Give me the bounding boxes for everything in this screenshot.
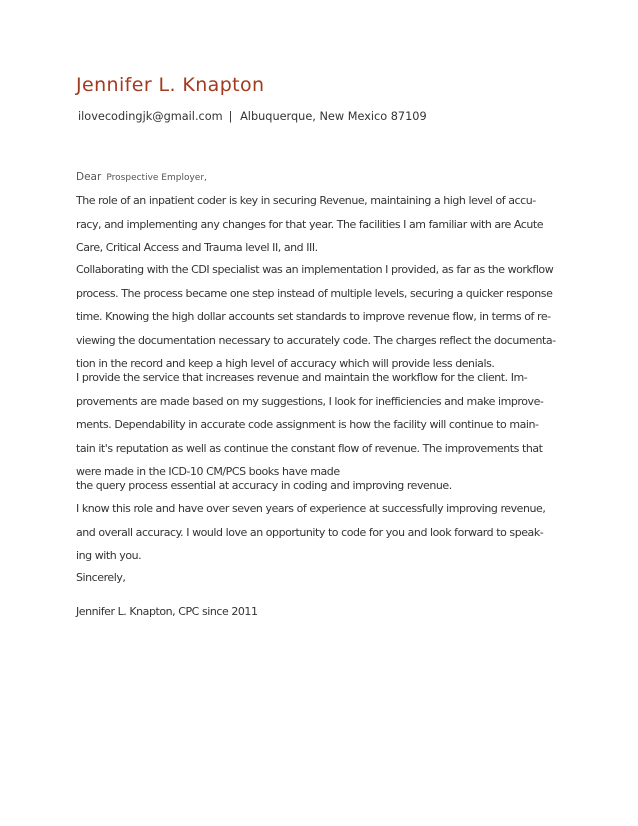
signature-line: Jennifer L. Knapton, CPC since 2011 [76,605,258,618]
salutation-dear: Dear [76,171,102,183]
paragraph-service [76,366,566,484]
email-address: ilovecodingjk@gmail.com [78,110,223,123]
paragraph-line: process. The process became one step instead of multiple levels, securing a quicker response [76,286,553,300]
paragraph-line: tion in the record and keep a high level of accuracy which will provide less denials. [76,357,495,370]
paragraph-line: racy, and implementing any changes for that year. The facilities I am familiar with are Acute [76,217,544,231]
paragraph-cdi [76,258,566,376]
paragraph-line: Collaborating with the CDI specialist was an implementation I provided, as far as the workflow [76,263,554,276]
paragraph-line: provements are made based on my suggestions, I look for inefficiencies and make improve- [76,394,544,408]
contact-line [78,110,427,123]
paragraph-experience [76,497,566,568]
paragraph-line: tain it's reputation as well as continue the constant flow of revenue. The improvements that [76,441,543,455]
salutation-recipient: Prospective Employer, [106,173,207,183]
paragraph-line: ments. Dependability in accurate code assignment is how the facility will continue to main- [76,418,539,431]
paragraph-line: Care, Critical Access and Trauma level II, and III. [76,241,318,254]
paragraph-line: viewing the documentation necessary to accurately code. The charges reflect the documenta- [76,333,556,347]
paragraph-line: and overall accuracy. I would love an opportunity to code for you and look forward to speak- [76,525,544,539]
paragraph-line: I provide the service that increases revenue and maintain the workflow for the client. Im- [76,371,528,384]
paragraph-line: I know this role and have over seven years of experience at successfully improving revenue, [76,502,546,515]
paragraph-line: ing with you. [76,549,142,562]
closing [76,566,566,590]
sender-name: Jennifer L. Knapton [76,74,265,96]
contact-separator: | [228,110,233,123]
signature [76,600,566,624]
closing-line: Sincerely, [76,571,126,584]
paragraph-line: The role of an inpatient coder is key in securing Revenue, maintaining a high level of accu- [76,194,536,207]
salutation [76,165,207,184]
paragraph-query [76,474,566,498]
location: Albuquerque, New Mexico 87109 [240,110,427,123]
paragraph-line: were made in the ICD-10 CM/PCS books have made [76,465,340,478]
paragraph-line: time. Knowing the high dollar accounts set standards to improve revenue flow, in terms of re- [76,310,551,323]
paragraph-line: the query process essential at accuracy in coding and improving revenue. [76,479,452,492]
paragraph-role [76,189,566,260]
